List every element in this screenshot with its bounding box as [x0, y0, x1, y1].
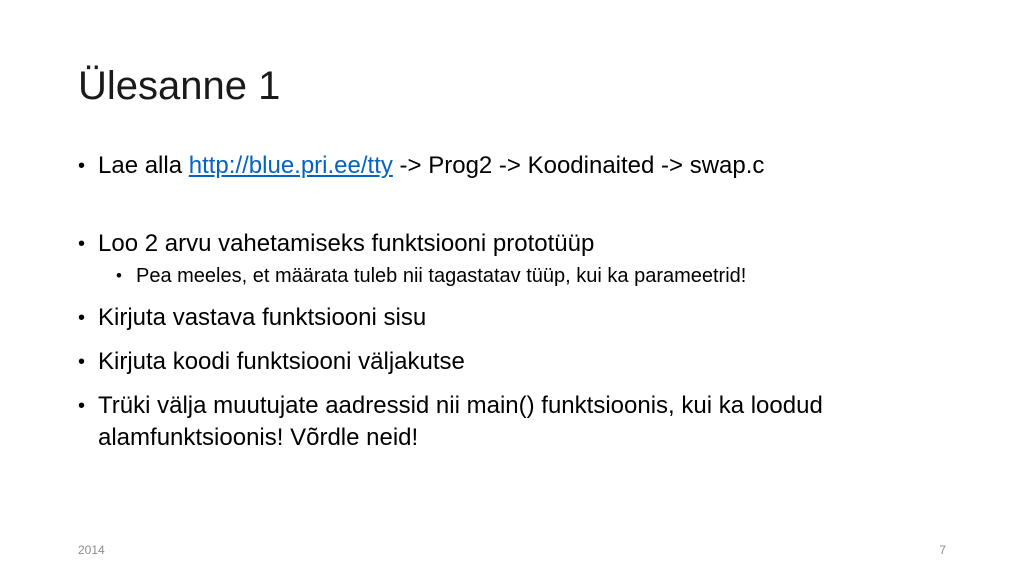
bullet-text: Loo 2 arvu vahetamiseks funktsiooni prototüüp — [98, 230, 595, 257]
bullet-icon: • — [78, 233, 86, 255]
bullet-text: Kirjuta koodi funktsiooni väljakutse — [98, 348, 465, 375]
sub-bullet-icon: • — [116, 266, 122, 285]
sub-bullet-text: Pea meeles, et määrata tuleb nii tagastatav tüüp, kui ka parameetrid! — [136, 265, 747, 287]
bullet-list — [78, 150, 958, 454]
bullet-item-body — [78, 302, 958, 334]
bullet-item-addresses — [78, 390, 958, 454]
download-link[interactable]: http://blue.pri.ee/tty — [188, 152, 393, 179]
bullet-item-download — [78, 150, 958, 182]
bullet-item-prototype — [78, 228, 958, 260]
slide-number: 7 — [939, 543, 946, 557]
bullet-item-call — [78, 346, 958, 378]
bullet-text: Trüki välja muutujate aadressid nii main() funktsioonis, kui ka loodud alamfunktsioonis! Võrdle neid! — [98, 392, 823, 451]
bullet-icon: • — [78, 155, 86, 177]
bullet-icon: • — [78, 351, 86, 373]
bullet-icon: • — [78, 307, 86, 329]
sub-bullet-item-reminder — [78, 262, 958, 290]
bullet-text: Kirjuta vastava funktsiooni sisu — [98, 304, 427, 331]
bullet-icon: • — [78, 395, 86, 417]
slide-title: Ülesanne 1 — [78, 64, 281, 108]
bullet-text-suffix: -> Prog2 -> Koodinaited -> swap.c — [392, 152, 765, 179]
bullet-text-prefix: Lae alla — [98, 152, 189, 179]
footer-year: 2014 — [78, 543, 105, 557]
